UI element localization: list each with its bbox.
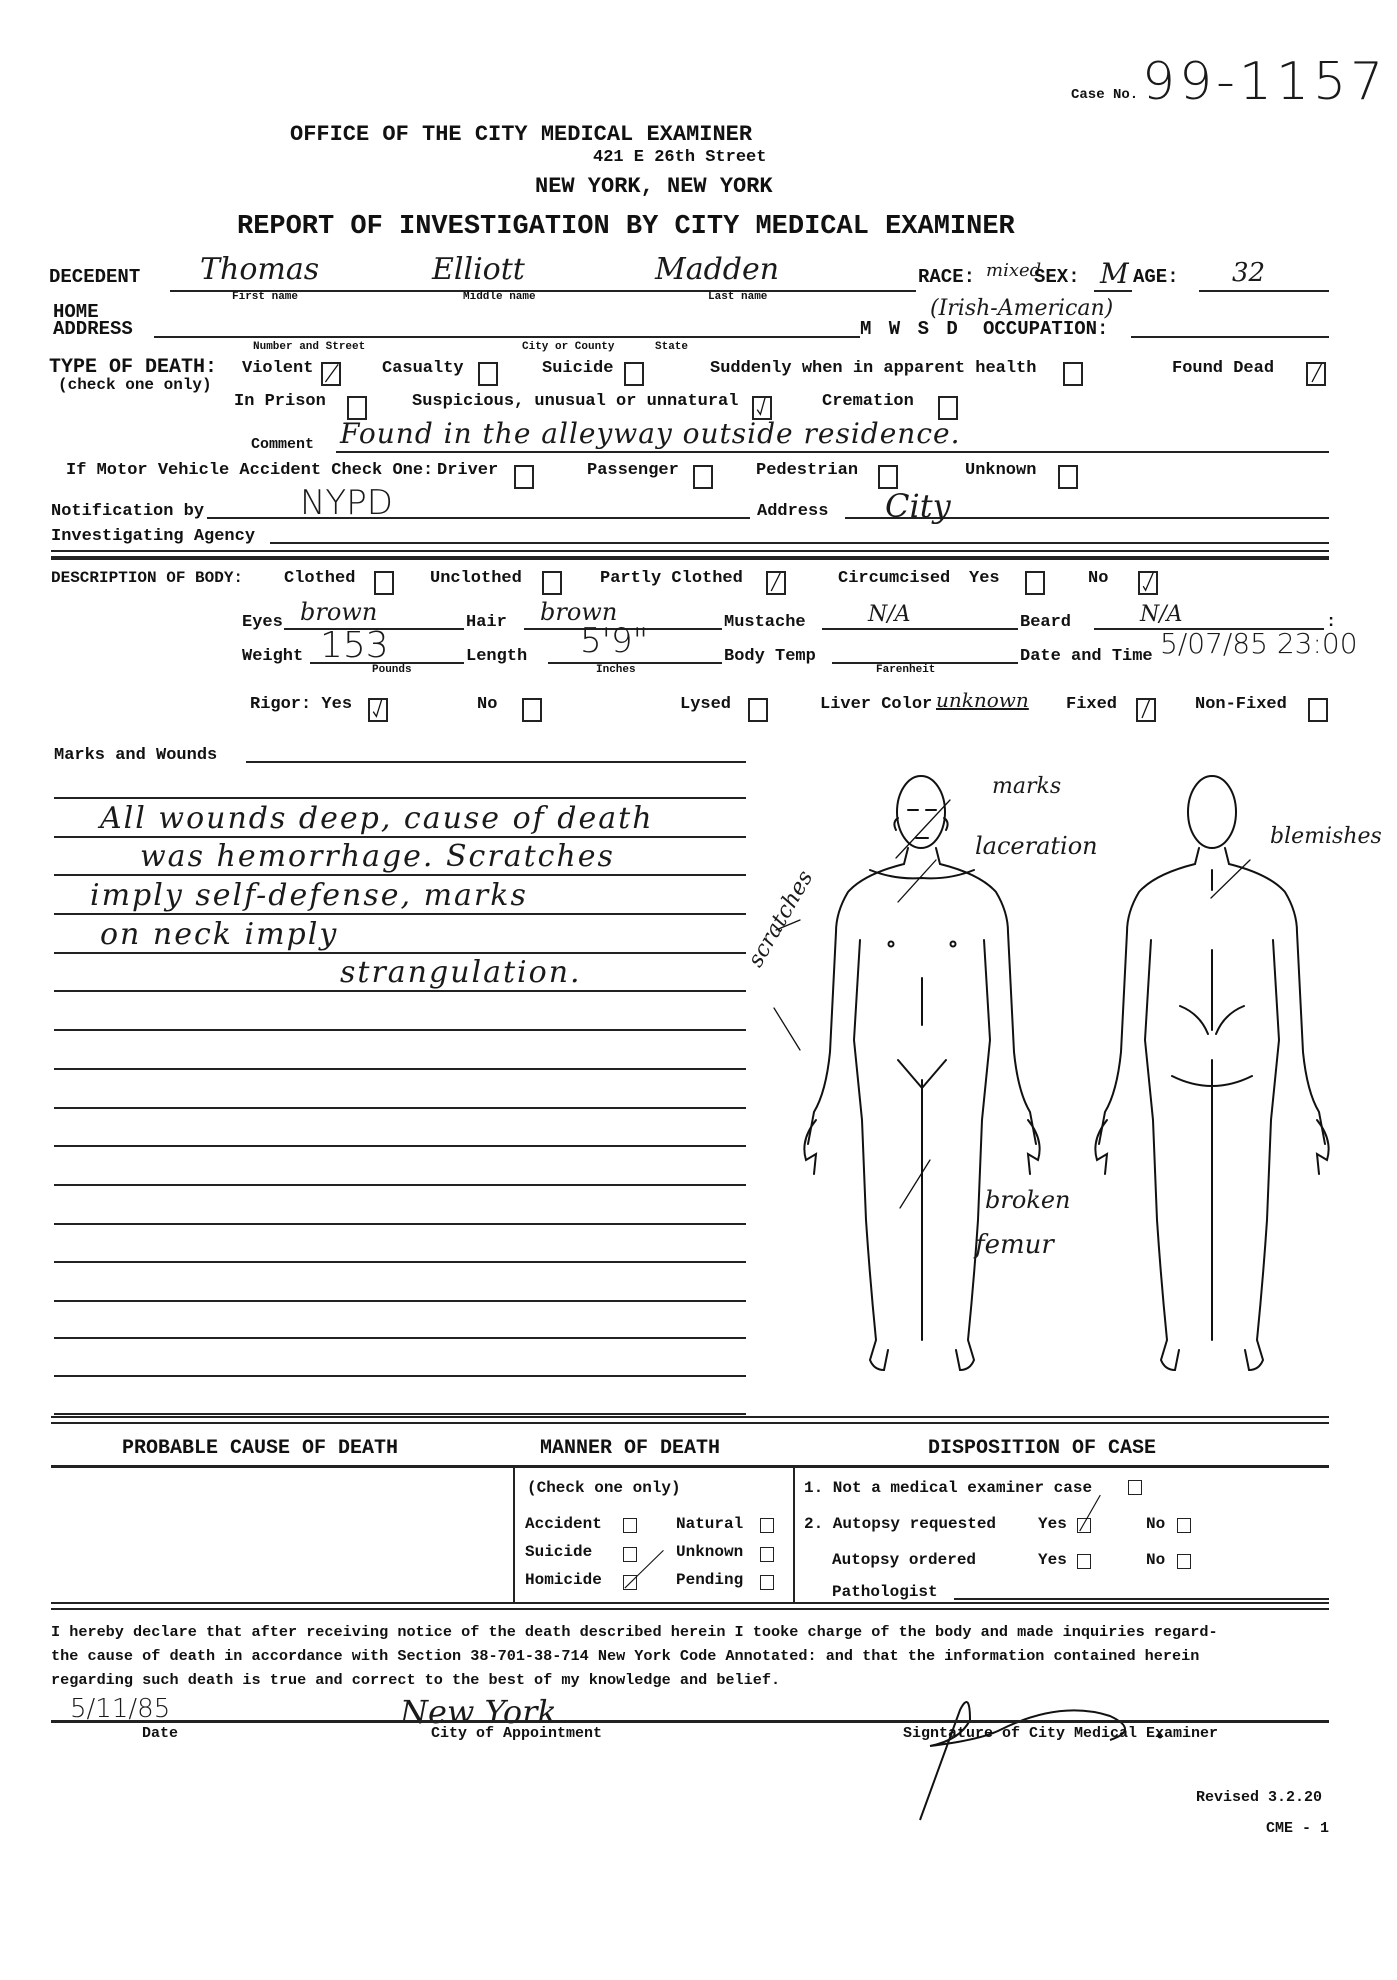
notification-by-field[interactable]: NYPD	[300, 483, 393, 523]
decedent-last-name[interactable]: Madden	[655, 252, 780, 287]
marks-wounds-rule	[54, 1107, 746, 1109]
declaration-line-2: the cause of death in accordance with Section 38-701-38-714 New York Code Annotated: and that the information contained herein	[51, 1647, 1200, 1665]
beard-label: Beard	[1020, 613, 1072, 632]
driver-checkbox[interactable]	[514, 465, 534, 489]
address-label: ADDRESS	[53, 318, 133, 340]
clothed-label: Clothed	[284, 569, 356, 588]
investigating-agency-label: Investigating Agency	[51, 527, 256, 546]
casualty-label: Casualty	[382, 359, 464, 378]
homicide-label: Homicide	[525, 1571, 602, 1589]
annotation-laceration: laceration	[975, 832, 1098, 860]
check-mark-icon	[1308, 364, 1324, 384]
city-of-appointment-label: City of Appointment	[431, 1725, 603, 1742]
mustache-field[interactable]: N/A	[868, 602, 911, 627]
datetime-label: Date and Time	[1020, 647, 1153, 666]
first-name-label: First name	[232, 291, 299, 303]
state-label: State	[655, 341, 689, 353]
autopsy-ordered-no-label: No	[1146, 1551, 1166, 1569]
race-label: RACE:	[918, 266, 976, 288]
casualty-checkbox[interactable]	[478, 362, 498, 386]
fixed-label: Fixed	[1066, 695, 1118, 714]
office-street: 421 E 26th Street	[593, 148, 767, 167]
in-prison-label: In Prison	[234, 392, 326, 411]
natural-checkbox[interactable]	[760, 1518, 774, 1533]
suspicious-label: Suspicious, unusual or unnatural	[412, 392, 739, 411]
date-label: Date	[142, 1725, 179, 1742]
marks-wounds-rule	[54, 1029, 746, 1031]
marks-wounds-rule	[54, 1300, 746, 1302]
natural-label: Natural	[676, 1515, 744, 1533]
liver-color-field[interactable]: unknown	[936, 688, 1029, 712]
type-of-death-sublabel: (check one only)	[58, 376, 212, 394]
office-title: OFFICE OF THE CITY MEDICAL EXAMINER	[290, 122, 753, 147]
sudden-death-checkbox[interactable]	[1063, 362, 1083, 386]
non-fixed-checkbox[interactable]	[1308, 698, 1328, 722]
marks-wounds-rule	[54, 1223, 746, 1225]
check-mark-icon	[1140, 573, 1156, 593]
marks-wounds-rule	[54, 836, 746, 838]
homicide-checkbox[interactable]	[623, 1575, 637, 1590]
motor-vehicle-label: If Motor Vehicle Accident Check One:	[66, 461, 434, 480]
lysed-checkbox[interactable]	[748, 698, 768, 722]
age-value[interactable]: 32	[1232, 258, 1266, 288]
check-mark-icon	[768, 573, 784, 593]
marks-wounds-rule	[54, 1413, 746, 1415]
autopsy-requested-label: 2. Autopsy requested	[804, 1515, 997, 1533]
non-fixed-label: Non-Fixed	[1195, 695, 1287, 714]
middle-name-label: Middle name	[463, 291, 536, 303]
autopsy-ordered-no-checkbox[interactable]	[1177, 1554, 1191, 1569]
circumcised-yes-checkbox[interactable]	[1025, 571, 1045, 595]
manner-note: (Check one only)	[527, 1479, 681, 1497]
unknown-manner-checkbox[interactable]	[760, 1547, 774, 1562]
hair-label: Hair	[466, 613, 507, 632]
not-me-case-label: 1. Not a medical examiner case	[804, 1479, 1093, 1497]
decedent-first-name[interactable]: Thomas	[200, 252, 320, 287]
pending-label: Pending	[676, 1571, 744, 1589]
occupation-field[interactable]	[1131, 336, 1329, 338]
autopsy-requested-yes-label: Yes	[1038, 1515, 1067, 1533]
case-number[interactable]: 99-1157	[1142, 52, 1388, 112]
marital-status-options[interactable]: M W S D	[860, 318, 958, 340]
check-mark-icon	[1138, 700, 1154, 720]
race-note[interactable]: (Irish-American)	[930, 296, 1114, 321]
autopsy-requested-no-checkbox[interactable]	[1177, 1518, 1191, 1533]
comment-field[interactable]: Found in the alleyway outside residence.	[340, 417, 961, 450]
autopsy-requested-no-label: No	[1146, 1515, 1166, 1533]
check-mark-icon	[624, 1576, 636, 1589]
form-id: CME - 1	[1266, 1820, 1330, 1837]
notification-address-field[interactable]: City	[885, 487, 951, 525]
investigating-agency-field[interactable]	[270, 542, 1329, 544]
sex-value[interactable]: M	[1100, 257, 1129, 290]
autopsy-requested-yes-checkbox[interactable]	[1077, 1518, 1091, 1533]
datetime-field[interactable]: 5/07/85 23:00	[1160, 627, 1358, 660]
decedent-label: DECEDENT	[49, 266, 141, 288]
annotation-marks: marks	[992, 774, 1062, 799]
weight-unit: Pounds	[372, 664, 412, 676]
decedent-middle-name[interactable]: Elliott	[432, 252, 525, 287]
violent-checkbox[interactable]	[321, 362, 341, 386]
cause-of-death-field[interactable]	[51, 1468, 511, 1602]
circumcised-yes-label: Yes	[969, 569, 1000, 588]
marks-wounds-rule	[54, 913, 746, 915]
county-label: City or County	[522, 341, 615, 353]
notification-address-label: Address	[757, 502, 829, 521]
pedestrian-checkbox[interactable]	[878, 465, 898, 489]
marks-wounds-line[interactable]: strangulation.	[340, 955, 582, 990]
manner-of-death-header: MANNER OF DEATH	[540, 1437, 721, 1460]
marks-wounds-rule	[54, 1375, 746, 1377]
partly-clothed-checkbox[interactable]	[766, 571, 786, 595]
annotation-scratches: scratches	[743, 866, 819, 972]
length-unit: Inches	[596, 664, 636, 676]
pathologist-label: Pathologist	[832, 1583, 938, 1601]
check-mark-icon	[370, 700, 386, 720]
unknown-manner-label: Unknown	[676, 1543, 744, 1561]
rigor-no-checkbox[interactable]	[522, 698, 542, 722]
body-description-label: DESCRIPTION OF BODY:	[51, 569, 244, 587]
declaration-line-3: regarding such death is true and correct to the best of my knowledge and belief.	[51, 1671, 781, 1689]
marks-wounds-rule	[54, 1337, 746, 1339]
unclothed-checkbox[interactable]	[542, 571, 562, 595]
marks-wounds-rule	[54, 874, 746, 876]
revised-label: Revised 3.2.20	[1196, 1789, 1323, 1806]
annotation-blemishes: blemishes	[1270, 824, 1382, 849]
eyes-label: Eyes	[242, 613, 283, 632]
weight-label: Weight	[242, 647, 304, 666]
type-of-death-label: TYPE OF DEATH:	[49, 356, 218, 379]
violent-label: Violent	[242, 359, 314, 378]
pending-checkbox[interactable]	[760, 1575, 774, 1590]
marks-wounds-line[interactable]: imply self-defense, marks	[90, 878, 528, 913]
circumcised-no-label: No	[1088, 569, 1109, 588]
suicide-label: Suicide	[542, 359, 614, 378]
marks-wounds-rule	[54, 1184, 746, 1186]
check-mark-icon	[1078, 1519, 1090, 1532]
notification-label: Notification by	[51, 502, 205, 521]
marks-wounds-rule	[54, 952, 746, 954]
body-temp-label: Body Temp	[724, 647, 816, 666]
cremation-label: Cremation	[822, 392, 914, 411]
disposition-header: DISPOSITION OF CASE	[928, 1437, 1157, 1460]
age-label: AGE:	[1133, 266, 1179, 288]
fixed-checkbox[interactable]	[1136, 698, 1156, 722]
sudden-death-label: Suddenly when in apparent health	[710, 359, 1037, 378]
liver-color-label: Liver Color	[820, 695, 933, 714]
mustache-label: Mustache	[724, 613, 806, 632]
circumcised-no-checkbox[interactable]	[1138, 571, 1158, 595]
marks-wounds-line[interactable]: All wounds deep, cause of death	[100, 801, 654, 836]
back-body-outline-icon	[1095, 776, 1328, 1370]
partly-clothed-label: Partly Clothed	[600, 569, 743, 588]
cause-of-death-header: PROBABLE CAUSE OF DEATH	[122, 1437, 399, 1460]
marks-wounds-rule	[54, 1261, 746, 1263]
marks-wounds-rule	[54, 1068, 746, 1070]
found-dead-label: Found Dead	[1172, 359, 1275, 378]
front-body-outline-icon	[804, 776, 1039, 1370]
rigor-no-label: No	[477, 695, 498, 714]
check-mark-icon	[754, 398, 770, 418]
marks-wounds-rule	[54, 990, 746, 992]
declaration-date-field[interactable]: 5/11/85	[70, 1694, 171, 1724]
home-label: HOME	[53, 301, 99, 323]
passenger-label: Passenger	[587, 461, 679, 480]
unknown-vehicle-checkbox[interactable]	[1058, 465, 1078, 489]
check-mark-icon	[323, 364, 339, 384]
street-label: Number and Street	[253, 341, 366, 353]
weight-field[interactable]: 153	[320, 625, 389, 666]
suicide-manner-checkbox[interactable]	[623, 1547, 637, 1562]
address-field[interactable]	[154, 336, 860, 338]
pedestrian-label: Pedestrian	[756, 461, 859, 480]
rigor-yes-checkbox[interactable]	[368, 698, 388, 722]
beard-field[interactable]: N/A	[1140, 602, 1183, 627]
pathologist-field[interactable]	[954, 1598, 1329, 1600]
marks-wounds-line[interactable]: on neck imply	[100, 917, 339, 952]
eyes-field[interactable]: brown	[300, 598, 378, 626]
report-title: REPORT OF INVESTIGATION BY CITY MEDICAL EXAMINER	[237, 212, 1015, 242]
autopsy-ordered-yes-checkbox[interactable]	[1077, 1554, 1091, 1569]
rigor-yes-label: Rigor: Yes	[250, 695, 353, 714]
accident-label: Accident	[525, 1515, 602, 1533]
examiner-signature[interactable]	[860, 1680, 1220, 1840]
marks-wounds-line[interactable]: was hemorrhage. Scratches	[140, 839, 615, 874]
clothed-checkbox[interactable]	[374, 571, 394, 595]
unclothed-label: Unclothed	[430, 569, 522, 588]
marks-wounds-rule	[54, 1145, 746, 1147]
accident-checkbox[interactable]	[623, 1518, 637, 1533]
occupation-label: OCCUPATION:	[983, 318, 1109, 340]
suicide-manner-label: Suicide	[525, 1543, 593, 1561]
lysed-label: Lysed	[680, 695, 732, 714]
beard-colon: :	[1326, 613, 1337, 632]
marks-wounds-rule	[54, 797, 746, 799]
sex-label: SEX:	[1034, 266, 1080, 288]
case-number-label: Case No.	[1071, 87, 1139, 103]
marks-wounds-label: Marks and Wounds	[54, 746, 218, 765]
declaration-line-1: I hereby declare that after receiving notice of the death described herein I tooke charge of the body and made inquiries regard-	[51, 1623, 1218, 1641]
passenger-checkbox[interactable]	[693, 465, 713, 489]
autopsy-ordered-yes-label: Yes	[1038, 1551, 1067, 1569]
found-dead-checkbox[interactable]	[1306, 362, 1326, 386]
hair-field[interactable]: brown	[540, 598, 618, 626]
circumcised-label: Circumcised	[838, 569, 951, 588]
suicide-checkbox[interactable]	[624, 362, 644, 386]
autopsy-ordered-label: Autopsy ordered	[832, 1551, 977, 1569]
annotation-femur: femur	[975, 1230, 1054, 1260]
not-me-case-checkbox[interactable]	[1128, 1480, 1142, 1495]
body-temp-unit: Farenheit	[876, 664, 936, 676]
comment-label: Comment	[251, 436, 315, 453]
length-label: Length	[466, 647, 528, 666]
annotation-broken: broken	[985, 1186, 1071, 1214]
signature-label: Signtature of City Medical Examiner	[903, 1725, 1219, 1742]
unknown-vehicle-label: Unknown	[965, 461, 1037, 480]
last-name-label: Last name	[708, 291, 768, 303]
city-of-appointment-field[interactable]: New York	[400, 1693, 557, 1731]
length-field[interactable]: 5'9"	[580, 621, 649, 661]
office-city: NEW YORK, NEW YORK	[535, 174, 773, 199]
driver-label: Driver	[437, 461, 499, 480]
race-value[interactable]: mixed	[986, 260, 1042, 281]
